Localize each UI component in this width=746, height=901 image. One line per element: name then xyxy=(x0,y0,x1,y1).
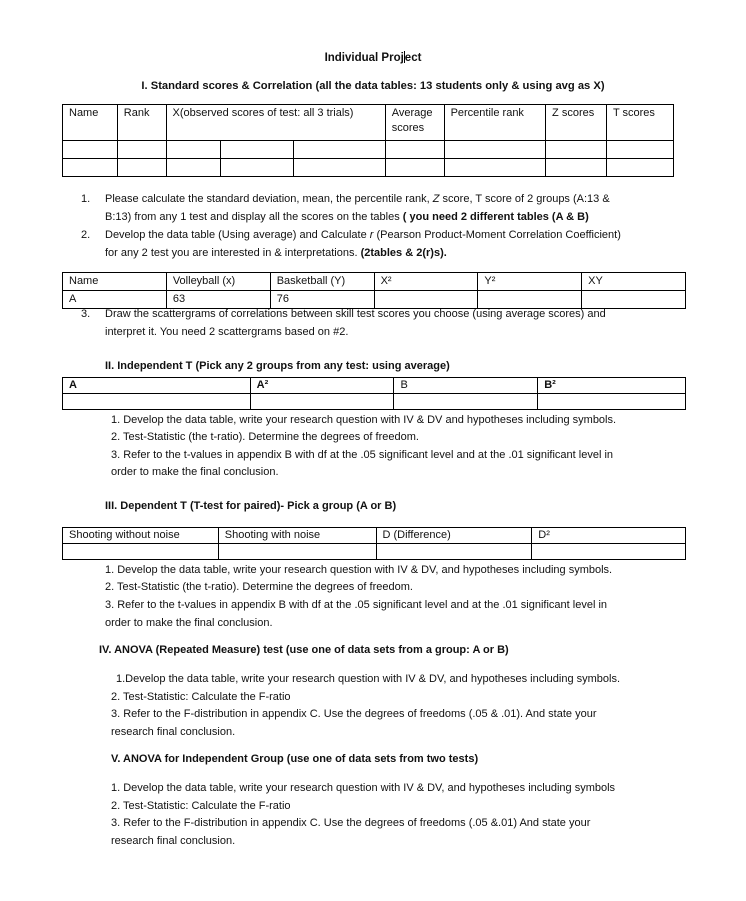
section2-line-4: order to make the final conclusion. xyxy=(111,466,279,478)
section4-line-3: 3. Refer to the F-distribution in appendix C. Use the degrees of freedoms (.05 & .01). And state your xyxy=(111,708,597,720)
section3-line-1: 1. Develop the data table, write your research question with IV & DV, and hypotheses including symbols. xyxy=(105,564,613,576)
table-cell[interactable] xyxy=(63,544,219,560)
section4-line-1: 1.Develop the data table, write your research question with IV & DV, and hypotheses including symbols. xyxy=(116,673,621,685)
section2-line-1: 1. Develop the data table, write your research question with IV & DV and hypotheses including symbols. xyxy=(111,414,617,426)
page-title-part2: ect xyxy=(404,52,422,64)
table-header-basketball: Basketball (Y) xyxy=(270,273,374,291)
list-item-italic: r xyxy=(369,229,374,241)
table-cell[interactable] xyxy=(606,159,673,177)
section3-line-3: 3. Refer to the t-values in appendix B with df at the .05 significant level and at the .01 significant level in xyxy=(105,599,608,611)
table-cell[interactable] xyxy=(166,141,221,159)
list-number-1: 1. xyxy=(81,193,91,205)
list-item-bold: ( you need 2 different tables (A & B) xyxy=(402,211,589,223)
table-cell[interactable] xyxy=(218,544,376,560)
table-cell[interactable] xyxy=(117,159,166,177)
table-row xyxy=(63,544,686,560)
table-cell[interactable] xyxy=(63,141,118,159)
page-title-part1: Individual Proj xyxy=(324,52,404,64)
table-cell[interactable] xyxy=(444,141,545,159)
table-header-zscores: Z scores xyxy=(546,105,607,141)
table-header-without-noise: Shooting without noise xyxy=(63,528,219,544)
correlation-table xyxy=(62,272,686,309)
page-title xyxy=(0,51,746,64)
independent-t-table xyxy=(62,377,686,410)
table-header-percentile: Percentile rank xyxy=(444,105,545,141)
table-header-name: Name xyxy=(63,273,167,291)
table-cell[interactable] xyxy=(294,159,385,177)
list-item-text: (Pearson Product-Moment Correlation Coefficient) xyxy=(373,229,621,241)
table-header-tscores: T scores xyxy=(606,105,673,141)
table-header-xy: XY xyxy=(582,273,686,291)
standard-scores-table xyxy=(62,104,674,177)
table-row xyxy=(63,159,674,177)
section4-line-4: research final conclusion. xyxy=(111,726,236,738)
list-item-text: Develop the data table (Using average) and Calculate xyxy=(105,229,370,241)
table-cell[interactable] xyxy=(385,141,444,159)
table-header-b2: B² xyxy=(538,378,686,394)
table-cell[interactable] xyxy=(606,141,673,159)
section5-line-2: 2. Test-Statistic: Calculate the F-ratio xyxy=(111,800,291,812)
list-item-text: Please calculate the standard deviation, mean, the percentile rank, xyxy=(105,193,433,205)
table-cell[interactable]: 63 xyxy=(166,291,270,309)
table-header-volleyball: Volleyball (x) xyxy=(166,273,270,291)
table-cell[interactable] xyxy=(532,544,686,560)
list-item-3: Draw the scattergrams of correlations between skill test scores you choose (using average scores) and xyxy=(105,308,606,320)
table-header-name: Name xyxy=(63,105,118,141)
list-item-bold: (2tables & 2(r)s). xyxy=(360,247,447,259)
list-number-3: 3. xyxy=(81,308,91,320)
table-row xyxy=(63,141,674,159)
table-cell[interactable] xyxy=(444,159,545,177)
table-header-with-noise: Shooting with noise xyxy=(218,528,376,544)
table-cell[interactable] xyxy=(117,141,166,159)
table-header-x2: X² xyxy=(374,273,478,291)
list-item-italic: Z xyxy=(432,193,440,205)
section3-title: III. Dependent T (T-test for paired)- Pick a group (A or B) xyxy=(105,500,397,512)
table-cell[interactable] xyxy=(250,394,394,410)
table-cell[interactable] xyxy=(166,159,221,177)
table-cell[interactable] xyxy=(376,544,532,560)
table-cell[interactable] xyxy=(546,159,607,177)
table-cell[interactable] xyxy=(221,141,294,159)
section5-line-3: 3. Refer to the F-distribution in appendix C. Use the degrees of freedoms (.05 &.01) And state your xyxy=(111,817,591,829)
list-item-2 xyxy=(105,227,695,245)
section4-line-2: 2. Test-Statistic: Calculate the F-ratio xyxy=(111,691,291,703)
table-cell[interactable] xyxy=(546,141,607,159)
list-item-1-cont xyxy=(105,209,695,227)
section5-title: V. ANOVA for Independent Group (use one of data sets from two tests) xyxy=(111,753,479,765)
table-cell[interactable] xyxy=(385,159,444,177)
table-cell[interactable]: 76 xyxy=(270,291,374,309)
table-cell[interactable] xyxy=(221,159,294,177)
list-item-text: for any 2 test you are interested in & interpretations. xyxy=(105,247,361,259)
table-header-d2: D² xyxy=(532,528,686,544)
list-item-text: score, T score of 2 groups (A:13 & xyxy=(439,193,610,205)
table-cell[interactable] xyxy=(394,394,538,410)
table-header-rank: Rank xyxy=(117,105,166,141)
table-header-a: A xyxy=(63,378,251,394)
section2-title: II. Independent T (Pick any 2 groups from any test: using average) xyxy=(105,360,450,372)
table-row xyxy=(63,394,686,410)
section5-line-4: research final conclusion. xyxy=(111,835,236,847)
table-header-difference: D (Difference) xyxy=(376,528,532,544)
table-cell[interactable]: A xyxy=(63,291,167,309)
list-item-2-cont xyxy=(105,245,695,263)
table-header-y2: Y² xyxy=(478,273,582,291)
table-cell[interactable] xyxy=(63,159,118,177)
list-number-2: 2. xyxy=(81,229,91,241)
section3-line-4: order to make the final conclusion. xyxy=(105,617,273,629)
table-cell[interactable] xyxy=(294,141,385,159)
list-item-text: B:13) from any 1 test and display all the scores on the tables xyxy=(105,211,403,223)
table-header-observed: X(observed scores of test: all 3 trials) xyxy=(166,105,385,141)
section4-title: IV. ANOVA (Repeated Measure) test (use one of data sets from a group: A or B) xyxy=(99,644,509,656)
section2-line-3: 3. Refer to the t-values in appendix B with df at the .05 significant level and at the .01 significant level in xyxy=(111,449,614,461)
table-header-a2: A² xyxy=(250,378,394,394)
list-item-3-cont: interpret it. You need 2 scattergrams based on #2. xyxy=(105,326,349,338)
table-header-b: B xyxy=(394,378,538,394)
table-cell[interactable] xyxy=(63,394,251,410)
table-header-average: Average scores xyxy=(385,105,444,141)
section1-title: I. Standard scores & Correlation (all the data tables: 13 students only & using avg as X) xyxy=(141,80,605,92)
section5-line-1: 1. Develop the data table, write your research question with IV & DV, and hypotheses including symbols xyxy=(111,782,616,794)
section2-line-2: 2. Test-Statistic (the t-ratio). Determine the degrees of freedom. xyxy=(111,431,419,443)
list-item-1 xyxy=(105,191,695,209)
table-cell[interactable] xyxy=(538,394,686,410)
section3-line-2: 2. Test-Statistic (the t-ratio). Determine the degrees of freedom. xyxy=(105,581,413,593)
dependent-t-table xyxy=(62,527,686,560)
